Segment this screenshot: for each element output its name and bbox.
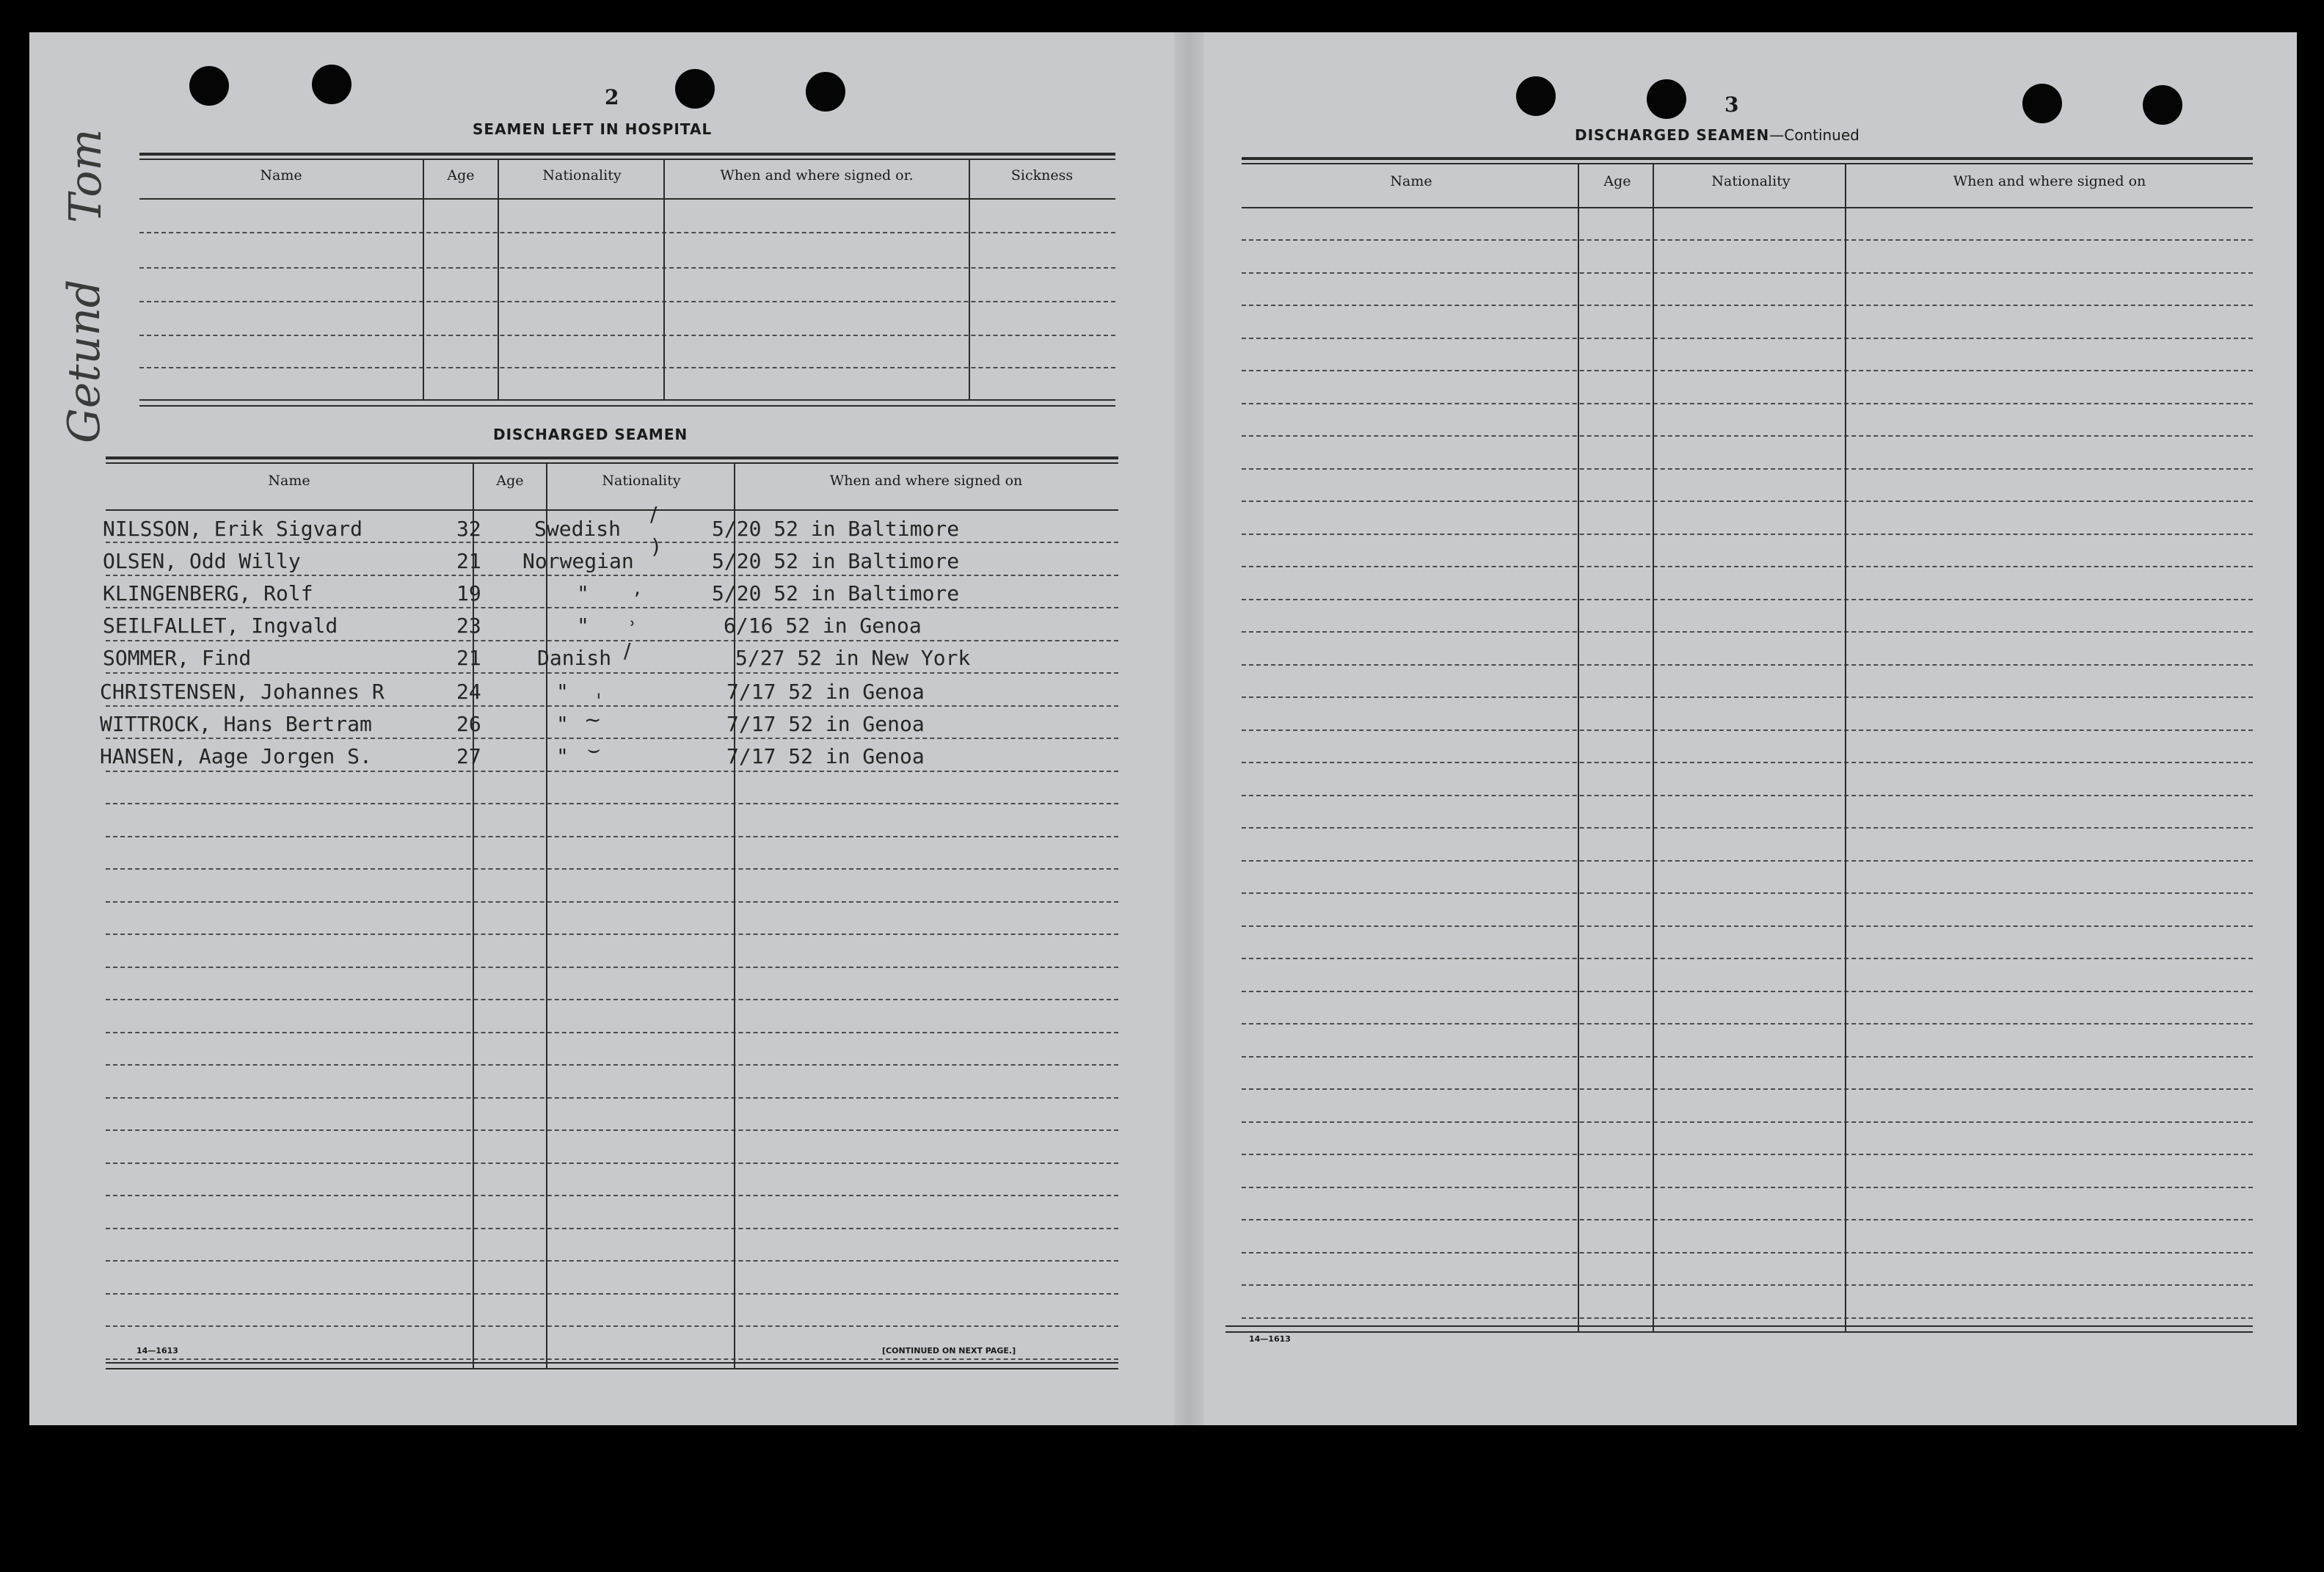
ruling-line [106,1325,1118,1327]
seaman-signed-on: 7/17 52 in Genoa [726,712,925,736]
ruling-line [1242,534,2253,535]
ruling-line [1242,1252,2253,1253]
margin-handwriting: Tom [60,128,112,223]
seaman-signed-on: 5/27 52 in New York [735,646,971,670]
seaman-age: 32 [456,517,481,541]
column-header-signed: When and where signed on [1953,173,2146,189]
ruling-line [1242,1056,2253,1058]
seaman-nationality: Norwegian [522,549,634,573]
seaman-age: 21 [456,549,481,573]
column-header-nationality: Nationality [1711,173,1791,189]
check-mark-icon: ~ [584,707,602,732]
ruling-line [106,1293,1118,1295]
ruling-line [1242,403,2253,404]
ruling-line [106,934,1118,935]
punch-hole [1516,76,1556,116]
seaman-name: NILSSON, Erik Sigvard [103,517,363,541]
seaman-name: WITTROCK, Hans Bertram [100,712,372,736]
check-mark-icon: ⌣ [587,737,601,761]
ruling-line [106,705,1118,707]
ruling-line [106,836,1118,837]
continued-note: [CONTINUED ON NEXT PAGE.] [882,1346,1016,1356]
punch-hole [1647,79,1686,119]
ruling-line [1242,1187,2253,1188]
ruling-line [106,640,1118,641]
ruling-line [1242,762,2253,763]
column-header-age: Age [447,167,475,183]
ruling-line [106,999,1118,1000]
seaman-signed-on: 6/16 52 in Genoa [724,614,922,638]
ruling-line [106,542,1118,543]
seaman-age: 21 [456,646,481,670]
ruling-line [1242,599,2253,600]
ruling-line [1242,1154,2253,1155]
ruling-line [106,672,1118,674]
ruling-line [1242,1219,2253,1220]
check-mark-icon: ˒ [630,612,636,636]
ruling-line [1242,239,2253,241]
seaman-name: CHRISTENSEN, Johannes R [100,680,385,704]
seaman-nationality: Danish [537,646,612,670]
ruling-line [106,1195,1118,1196]
ruling-line [1242,827,2253,829]
seaman-age: 23 [456,614,481,638]
seaman-signed-on: 7/17 52 in Genoa [726,744,925,768]
seaman-signed-on: 5/20 52 in Baltimore [712,581,960,605]
ruling-line [1242,991,2253,992]
ruling-line [1242,1023,2253,1025]
hospital-section-title: SEAMEN LEFT IN HOSPITAL [473,120,713,138]
seaman-nationality: Swedish [534,517,622,541]
ruling-line [1242,272,2253,274]
seaman-name: SOMMER, Find [103,646,252,670]
ruling-line [106,575,1118,576]
ruling-line [1242,892,2253,894]
ruling-line [106,1064,1118,1066]
check-mark-icon: ) [652,534,660,558]
column-header-name: Name [260,167,302,183]
check-mark-icon: , [634,575,641,600]
seaman-name: HANSEN, Aage Jorgen S. [100,744,372,768]
punch-hole [189,66,229,106]
ruling-line [106,803,1118,804]
seaman-signed-on: 7/17 52 in Genoa [726,680,925,704]
ruling-line [106,967,1118,968]
ruling-line [1242,566,2253,567]
column-header-sickness: Sickness [1010,167,1074,183]
ruling-line [1242,795,2253,796]
ruling-line [106,1228,1118,1229]
column-header-age: Age [1603,173,1631,189]
page-number: 2 [605,85,619,109]
seaman-signed-on: 5/20 52 in Baltimore [712,517,960,541]
margin-handwriting: Getund [59,279,110,443]
discharged-section-title: DISCHARGED SEAMEN [493,426,688,443]
column-header-signed: When and where signed or. [720,167,914,183]
punch-hole [675,69,715,109]
ruling-line [1242,664,2253,666]
seaman-nationality: " [556,680,569,704]
ruling-line [1242,729,2253,731]
seaman-age: 24 [456,680,481,704]
column-header-name: Name [268,473,310,489]
ruling-line [106,738,1118,739]
seaman-nationality: " [556,744,569,768]
seaman-age: 26 [456,712,481,736]
ruling-line [106,1358,1118,1360]
column-header-nationality: Nationality [542,167,622,183]
ruling-line [1242,305,2253,306]
ruling-line [1242,1317,2253,1319]
seaman-age: 27 [456,744,481,768]
seaman-nationality: " [577,614,589,638]
ruling-line [1242,468,2253,470]
ruling-line [1242,1088,2253,1090]
ruling-line [1242,696,2253,698]
ruling-line [106,1129,1118,1131]
ruling-line [1242,370,2253,371]
ruling-line [1242,435,2253,437]
ruling-line [1242,860,2253,862]
seaman-signed-on: 5/20 52 in Baltimore [712,549,960,573]
ruling-line [1242,925,2253,927]
ruling-line [106,1162,1118,1164]
ruling-line [106,1032,1118,1033]
punch-hole [312,65,351,104]
punch-hole [2143,85,2182,125]
column-header-nationality: Nationality [602,473,681,489]
ledger-sheet [29,32,2297,1425]
ruling-line [1242,1284,2253,1286]
seaman-nationality: " [556,712,569,736]
seaman-nationality: " [577,581,589,605]
check-mark-icon: ˌ [596,677,602,701]
check-mark-icon: / [650,502,658,526]
ruling-line [1242,501,2253,502]
check-mark-icon: / [624,638,631,663]
seaman-name: KLINGENBERG, Rolf [103,581,313,605]
ruling-line [106,771,1118,772]
column-header-age: Age [496,473,524,489]
ruling-line [106,868,1118,870]
ruling-line [106,1097,1118,1099]
punch-hole [2022,84,2062,123]
ruling-line [106,607,1118,608]
ruling-line [1242,958,2253,959]
seaman-name: SEILFALLET, Ingvald [103,614,338,638]
form-number: 14—1613 [1249,1334,1291,1344]
ruling-line [106,901,1118,903]
seaman-name: OLSEN, Odd Willy [103,549,301,573]
ruling-line [106,1260,1118,1262]
page-number: 3 [1724,92,1739,117]
seaman-age: 19 [456,581,481,605]
ruling-line [1242,338,2253,339]
column-header-name: Name [1390,173,1432,189]
punch-hole [806,72,845,112]
page-fold [1174,32,1203,1425]
discharged-continued-title: DISCHARGED SEAMEN—Continued [1575,126,1859,144]
form-number: 14—1613 [136,1346,178,1356]
ruling-line [1242,631,2253,633]
column-header-signed: When and where signed on [829,473,1023,489]
ruling-line [1242,1121,2253,1123]
